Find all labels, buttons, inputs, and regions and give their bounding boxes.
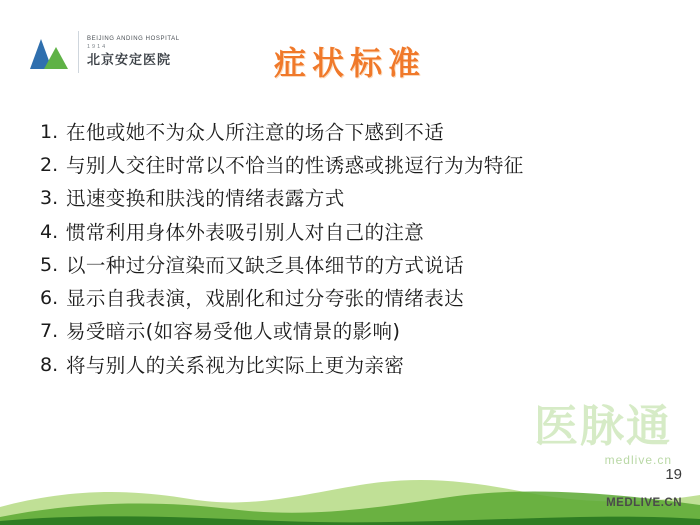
list-item-label: 在他或她不为众人所注意的场合下感到不适 [66, 121, 445, 144]
list-item-number: 5. [40, 253, 59, 276]
list-item-number: 3. [40, 187, 59, 210]
list-item [40, 351, 660, 381]
symptom-criteria-list [40, 118, 660, 384]
decorative-hills-graphic [0, 447, 700, 525]
footer-brand: MEDLIVE.CN [606, 497, 682, 509]
page-title: 症状标准 [273, 44, 426, 82]
list-item-number: 6. [40, 287, 59, 310]
list-item [40, 118, 660, 148]
list-item [40, 184, 660, 214]
list-item-number: 7. [40, 320, 59, 343]
list-item-number: 1. [40, 121, 59, 143]
logo-chinese-name: 北京安定医院 [87, 51, 172, 67]
list-item [40, 284, 660, 314]
list-item-label: 将与别人的关系视为比实际上更为亲密 [66, 353, 405, 377]
list-item-number: 4. [40, 220, 59, 243]
list-item [40, 317, 660, 347]
watermark-brand: 医脉通 [534, 401, 672, 452]
list-item-label: 与别人交往时常以不恰当的性诱惑或挑逗行为为特征 [66, 154, 524, 178]
watermark-url: medlive.cn [604, 453, 672, 467]
list-item-number: 8. [40, 353, 59, 376]
list-item-label: 易受暗示(如容易受他人或情景的影响) [66, 320, 401, 344]
list-item-label: 惯常利用身体外表吸引别人对自己的注意 [66, 220, 425, 244]
list-item-label: 显示自我表演，戏剧化和过分夸张的情绪表达 [66, 287, 465, 311]
list-item-label: 以一种过分渲染而又缺乏具体细节的方式说话 [66, 253, 465, 277]
logo-english-name: BEIJING ANDING HOSPITAL [87, 36, 180, 43]
list-item-label: 迅速变换和肤浅的情绪表露方式 [66, 187, 345, 211]
page-number: 19 [665, 466, 682, 483]
list-item [40, 218, 660, 248]
logo-year: 1914 [87, 44, 108, 51]
list-item [40, 151, 660, 181]
list-item [40, 251, 660, 281]
list-item-number: 2. [40, 154, 59, 177]
